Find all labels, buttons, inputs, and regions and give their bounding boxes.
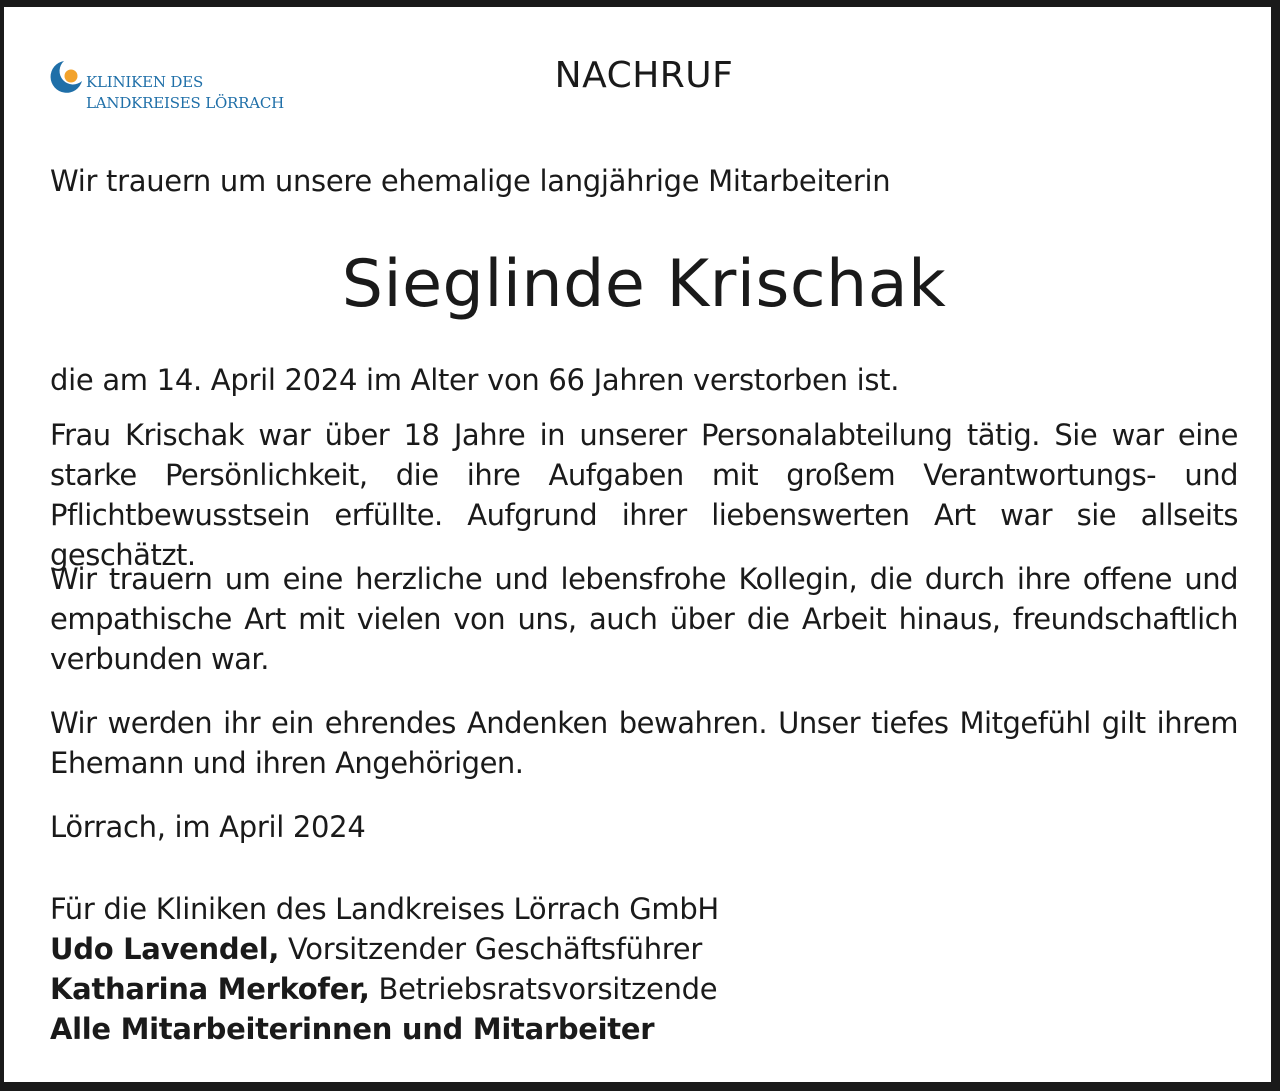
page-title: NACHRUF — [554, 55, 734, 96]
paragraph-career: Frau Krischak war über 18 Jahre in unserer Personalabteilung tätig. Sie war eine starke Persönlichkeit, die ihre Aufgaben mit großem Verantwortungs- und Pflichtbewusstsein erfüllte. Aufgrund ihrer liebenswerten Art war sie allseits geschätzt. — [50, 418, 1238, 572]
signature-closing: Alle Mitarbeiterinnen und Mitarbeiter — [50, 1012, 655, 1046]
logo-line-2: LANDKREISES LÖRRACH — [86, 94, 285, 112]
deceased-name: Sieglinde Krischak — [341, 247, 947, 322]
death-date-line: die am 14. April 2024 im Alter von 66 Jahren verstorben ist. — [50, 363, 900, 397]
signature-block — [50, 889, 1238, 1049]
signer-1 — [50, 929, 1238, 969]
signature-organization: Für die Kliniken des Landkreises Lörrach GmbH — [50, 892, 719, 926]
signer-2-name: Katharina Merkofer, — [50, 972, 370, 1006]
logo-line-1: KLINIKEN DES — [86, 73, 204, 91]
signer-1-name: Udo Lavendel, — [50, 932, 280, 966]
intro-line: Wir trauern um unsere ehemalige langjährige Mitarbeiterin — [50, 164, 891, 198]
paragraph-condolence: Wir werden ihr ein ehrendes Andenken bewahren. Unser tiefes Mitgefühl gilt ihrem Ehemann und ihren Angehörigen. — [50, 706, 1238, 780]
signer-2-role: Betriebsratsvorsitzende — [378, 972, 718, 1006]
place-date: Lörrach, im April 2024 — [50, 810, 366, 844]
paragraph-colleague: Wir trauern um eine herzliche und lebensfrohe Kollegin, die durch ihre offene und empathische Art mit vielen von uns, auch über die Arbeit hinaus, freundschaftlich verbunden war. — [50, 562, 1238, 676]
signer-2 — [50, 969, 1238, 1009]
signer-1-role: Vorsitzender Geschäftsführer — [288, 932, 702, 966]
